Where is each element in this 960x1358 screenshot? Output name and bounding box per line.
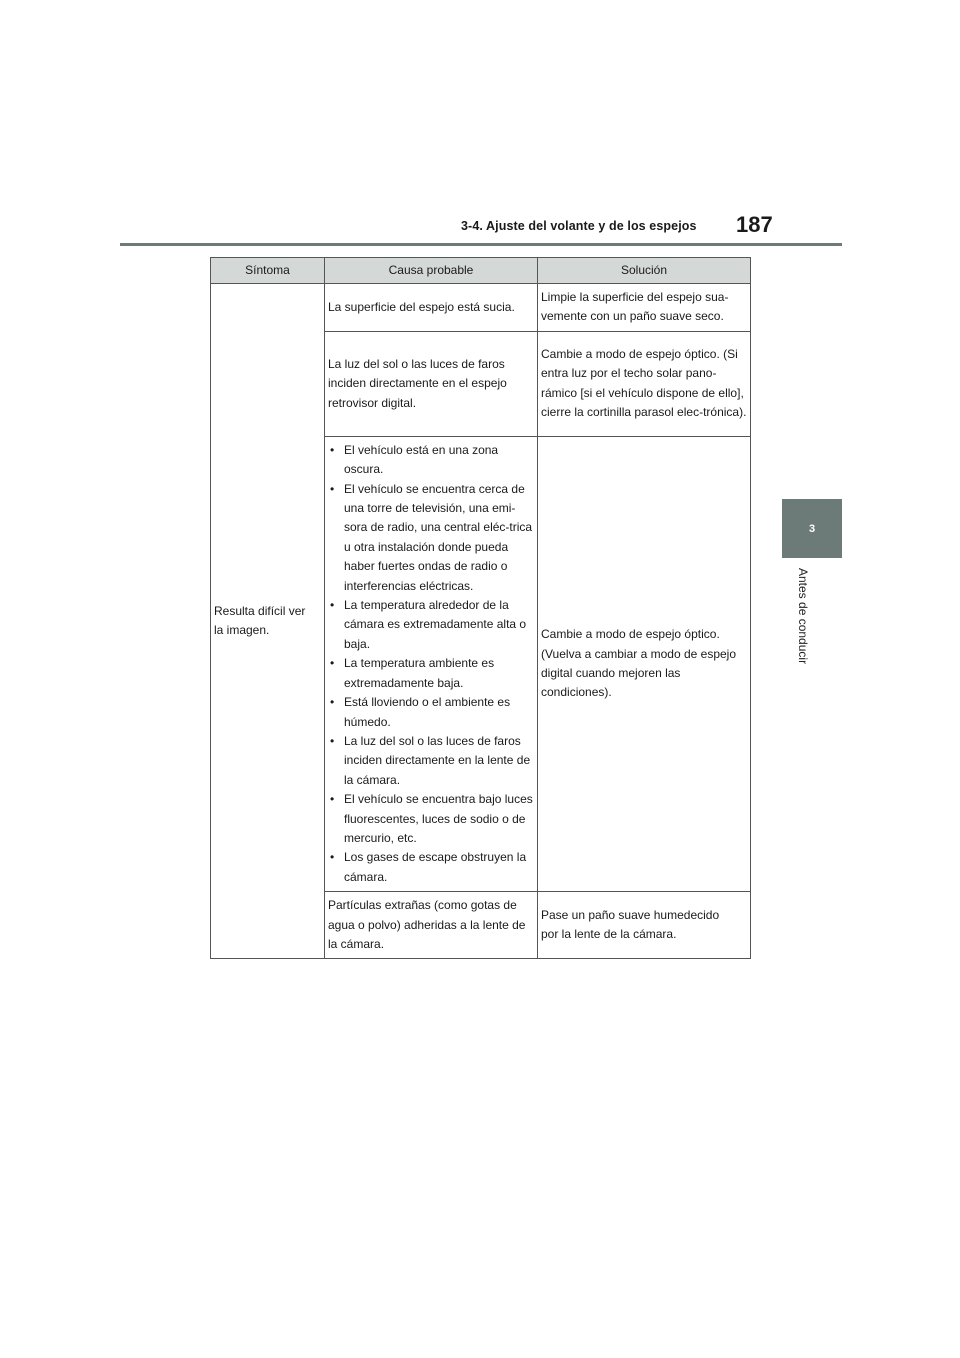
list-item: • El vehículo se encuentra cerca de una torre de televisión, una emi-sora de radio, una central eléc-trica u otra instalación donde pueda haber fuertes ondas de radio o interferencias eléctricas. [328,480,534,596]
list-item: • Está lloviendo o el ambiente es húmedo. [328,693,534,732]
list-item: • La temperatura alrededor de la cámara es extremadamente alta o baja. [328,596,534,654]
troubleshooting-table [210,257,751,959]
column-header-cause: Causa probable [325,258,538,284]
chapter-tab [782,499,842,558]
symptom-cell: Resulta difícil ver la imagen. [211,284,325,959]
list-item: • La luz del sol o las luces de faros inciden directamente en la lente de la cámara. [328,732,534,790]
column-header-solution: Solución [538,258,751,284]
table-row [211,284,751,332]
cause-cell: Partículas extrañas (como gotas de agua o polvo) adheridas a la lente de la cámara. [325,892,538,959]
solution-cell: Cambie a modo de espejo óptico. (Si entra luz por el techo solar pano-rámico [si el vehículo dispone de ello], cierre la cortinilla parasol elec-trónica). [538,331,751,436]
column-header-symptom: Síntoma [211,258,325,284]
cause-cell: La superficie del espejo está sucia. [325,284,538,332]
table-header-row [211,258,751,284]
header-divider [120,243,842,246]
chapter-number: 3 [808,522,816,535]
list-item: • El vehículo se encuentra bajo luces fluorescentes, luces de sodio o de mercurio, etc. [328,790,534,848]
solution-cell: Limpie la superficie del espejo sua-vemente con un paño suave seco. [538,284,751,332]
list-item: • Los gases de escape obstruyen la cámara. [328,848,534,887]
cause-cell: La luz del sol o las luces de faros inciden directamente en el espejo retrovisor digital. [325,331,538,436]
solution-cell: Cambie a modo de espejo óptico. (Vuelva a cambiar a modo de espejo digital cuando mejoren las condiciones). [538,436,751,891]
cause-list-cell [325,436,538,891]
solution-cell: Pase un paño suave humedecido por la lente de la cámara. [538,892,751,959]
list-item: • El vehículo está en una zona oscura. [328,441,534,480]
page-number: 187 [736,212,773,237]
section-title: 3-4. Ajuste del volante y de los espejos [461,219,697,233]
chapter-title: Antes de conducir [796,568,810,665]
list-item: • La temperatura ambiente es extremadamente baja. [328,654,534,693]
